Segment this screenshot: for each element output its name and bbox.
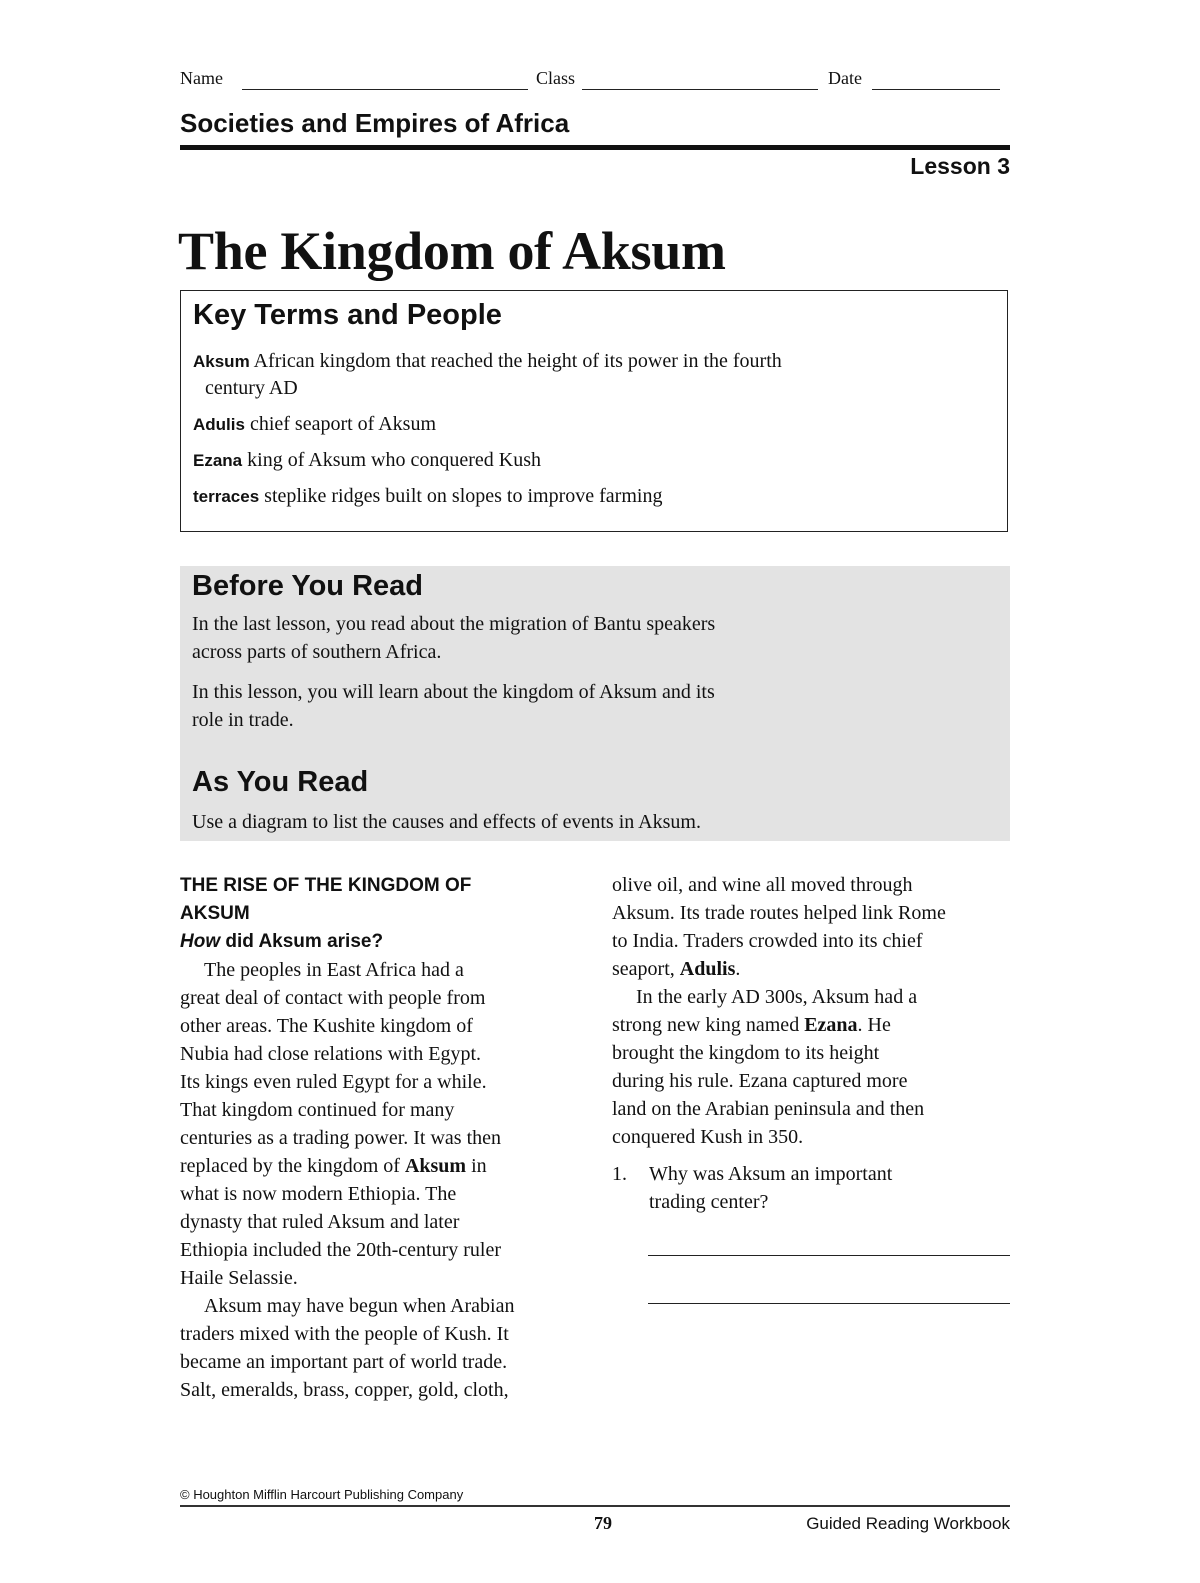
term-name: Aksum bbox=[193, 352, 250, 371]
text-line bbox=[612, 955, 1012, 983]
left-column bbox=[180, 872, 580, 1404]
text-line: Why was Aksum an important bbox=[649, 1163, 893, 1185]
page-number: 79 bbox=[594, 1513, 612, 1533]
text-span: replaced by the kingdom of bbox=[180, 1155, 405, 1177]
copyright-notice: © Houghton Mifflin Harcourt Publishing Company bbox=[180, 1487, 464, 1502]
heading-line: AKSUM bbox=[180, 903, 250, 924]
before-you-read-paragraph-1 bbox=[192, 610, 852, 666]
text-line: Haile Selassie. bbox=[180, 1267, 298, 1289]
text-line: Aksum. Its trade routes helped link Rome bbox=[612, 902, 946, 924]
text-line: brought the kingdom to its height bbox=[612, 1042, 880, 1064]
before-you-read-heading: Before You Read bbox=[192, 570, 423, 602]
term-definition-cont: century AD bbox=[205, 377, 298, 399]
key-term-aksum-cont bbox=[205, 375, 965, 402]
unit-title: Societies and Empires of Africa bbox=[180, 108, 570, 138]
heading-line: THE RISE OF THE KINGDOM OF bbox=[180, 875, 472, 896]
answer-line-2[interactable] bbox=[648, 1303, 1010, 1304]
text-line: great deal of contact with people from bbox=[180, 987, 486, 1009]
text-line: Its kings even ruled Egypt for a while. bbox=[180, 1071, 487, 1093]
answer-line-1[interactable] bbox=[648, 1255, 1010, 1256]
term-definition: steplike ridges built on slopes to improve farming bbox=[264, 485, 663, 507]
text-line: role in trade. bbox=[192, 709, 294, 731]
date-label: Date bbox=[828, 68, 862, 88]
question-number: 1. bbox=[612, 1163, 627, 1185]
text-line: Aksum may have begun when Arabian bbox=[204, 1295, 515, 1317]
text-line bbox=[612, 1011, 1012, 1039]
header-rule bbox=[180, 145, 1010, 150]
text-line: what is now modern Ethiopia. The bbox=[180, 1183, 457, 1205]
key-term-ezana bbox=[193, 447, 953, 474]
text-line: In the last lesson, you read about the migration of Bantu speakers bbox=[192, 613, 716, 635]
text-line: olive oil, and wine all moved through bbox=[612, 874, 913, 896]
text-span: seaport, bbox=[612, 958, 680, 980]
question-rest: did Aksum arise? bbox=[220, 931, 384, 952]
section-body-left bbox=[180, 956, 580, 1404]
bold-term: Aksum bbox=[404, 1155, 467, 1177]
term-definition: African kingdom that reached the height of its power in the fourth bbox=[253, 350, 782, 372]
question-italic: How bbox=[180, 931, 221, 952]
lesson-number: Lesson 3 bbox=[910, 153, 1010, 179]
text-line: In the early AD 300s, Aksum had a bbox=[636, 986, 918, 1008]
term-name: Ezana bbox=[193, 451, 243, 470]
text-line: across parts of southern Africa. bbox=[192, 641, 442, 663]
question-text bbox=[649, 1160, 969, 1216]
text-line: during his rule. Ezana captured more bbox=[612, 1070, 908, 1092]
text-line: became an important part of world trade. bbox=[180, 1351, 508, 1373]
key-term-aksum bbox=[193, 348, 953, 375]
text-span: . bbox=[735, 958, 741, 980]
key-term-adulis bbox=[193, 411, 953, 438]
right-column bbox=[612, 871, 1012, 1151]
text-line: Salt, emeralds, brass, copper, gold, cloth, bbox=[180, 1379, 509, 1401]
term-definition: chief seaport of Aksum bbox=[249, 413, 437, 435]
text-line: Ethiopia included the 20th-century ruler bbox=[180, 1239, 502, 1261]
term-name: Adulis bbox=[193, 415, 245, 434]
as-you-read-text: Use a diagram to list the causes and effects of events in Aksum. bbox=[192, 811, 701, 833]
text-line: dynasty that ruled Aksum and later bbox=[180, 1211, 460, 1233]
before-you-read-paragraph-2 bbox=[192, 678, 852, 734]
text-line: Nubia had close relations with Egypt. bbox=[180, 1043, 482, 1065]
text-line: In this lesson, you will learn about the kingdom of Aksum and its bbox=[192, 681, 715, 703]
text-line: land on the Arabian peninsula and then bbox=[612, 1098, 925, 1120]
text-line: conquered Kush in 350. bbox=[612, 1126, 804, 1148]
text-line: traders mixed with the people of Kush. It bbox=[180, 1323, 509, 1345]
name-field-line[interactable] bbox=[242, 89, 528, 90]
text-span: strong new king named bbox=[612, 1014, 805, 1036]
as-you-read-heading: As You Read bbox=[192, 766, 369, 798]
text-line: The peoples in East Africa had a bbox=[204, 959, 464, 981]
footer-rule bbox=[180, 1505, 1010, 1507]
text-line: That kingdom continued for many bbox=[180, 1099, 455, 1121]
reading-guide-box bbox=[180, 566, 1010, 841]
text-line: centuries as a trading power. It was then bbox=[180, 1127, 502, 1149]
section-question bbox=[180, 928, 580, 956]
name-label: Name bbox=[180, 68, 223, 88]
date-field-line[interactable] bbox=[872, 89, 1000, 90]
text-line: other areas. The Kushite kingdom of bbox=[180, 1015, 473, 1037]
term-definition: king of Aksum who conquered Kush bbox=[247, 449, 541, 471]
key-terms-heading: Key Terms and People bbox=[193, 299, 502, 331]
bold-term: Adulis bbox=[679, 958, 736, 980]
class-field-line[interactable] bbox=[582, 89, 818, 90]
class-label: Class bbox=[536, 68, 576, 88]
text-span: in bbox=[466, 1155, 487, 1177]
workbook-title: Guided Reading Workbook bbox=[806, 1514, 1010, 1533]
section-heading bbox=[180, 872, 580, 928]
student-info-fields bbox=[180, 68, 1010, 94]
key-terms-box bbox=[180, 290, 1008, 532]
key-term-terraces bbox=[193, 483, 953, 510]
text-line: trading center? bbox=[649, 1191, 769, 1213]
text-line: to India. Traders crowded into its chief bbox=[612, 930, 923, 952]
bold-term: Ezana bbox=[804, 1014, 858, 1036]
text-line bbox=[180, 1152, 580, 1180]
page-title: The Kingdom of Aksum bbox=[178, 221, 726, 281]
term-name: terraces bbox=[193, 487, 260, 506]
text-span: . He bbox=[857, 1014, 891, 1036]
